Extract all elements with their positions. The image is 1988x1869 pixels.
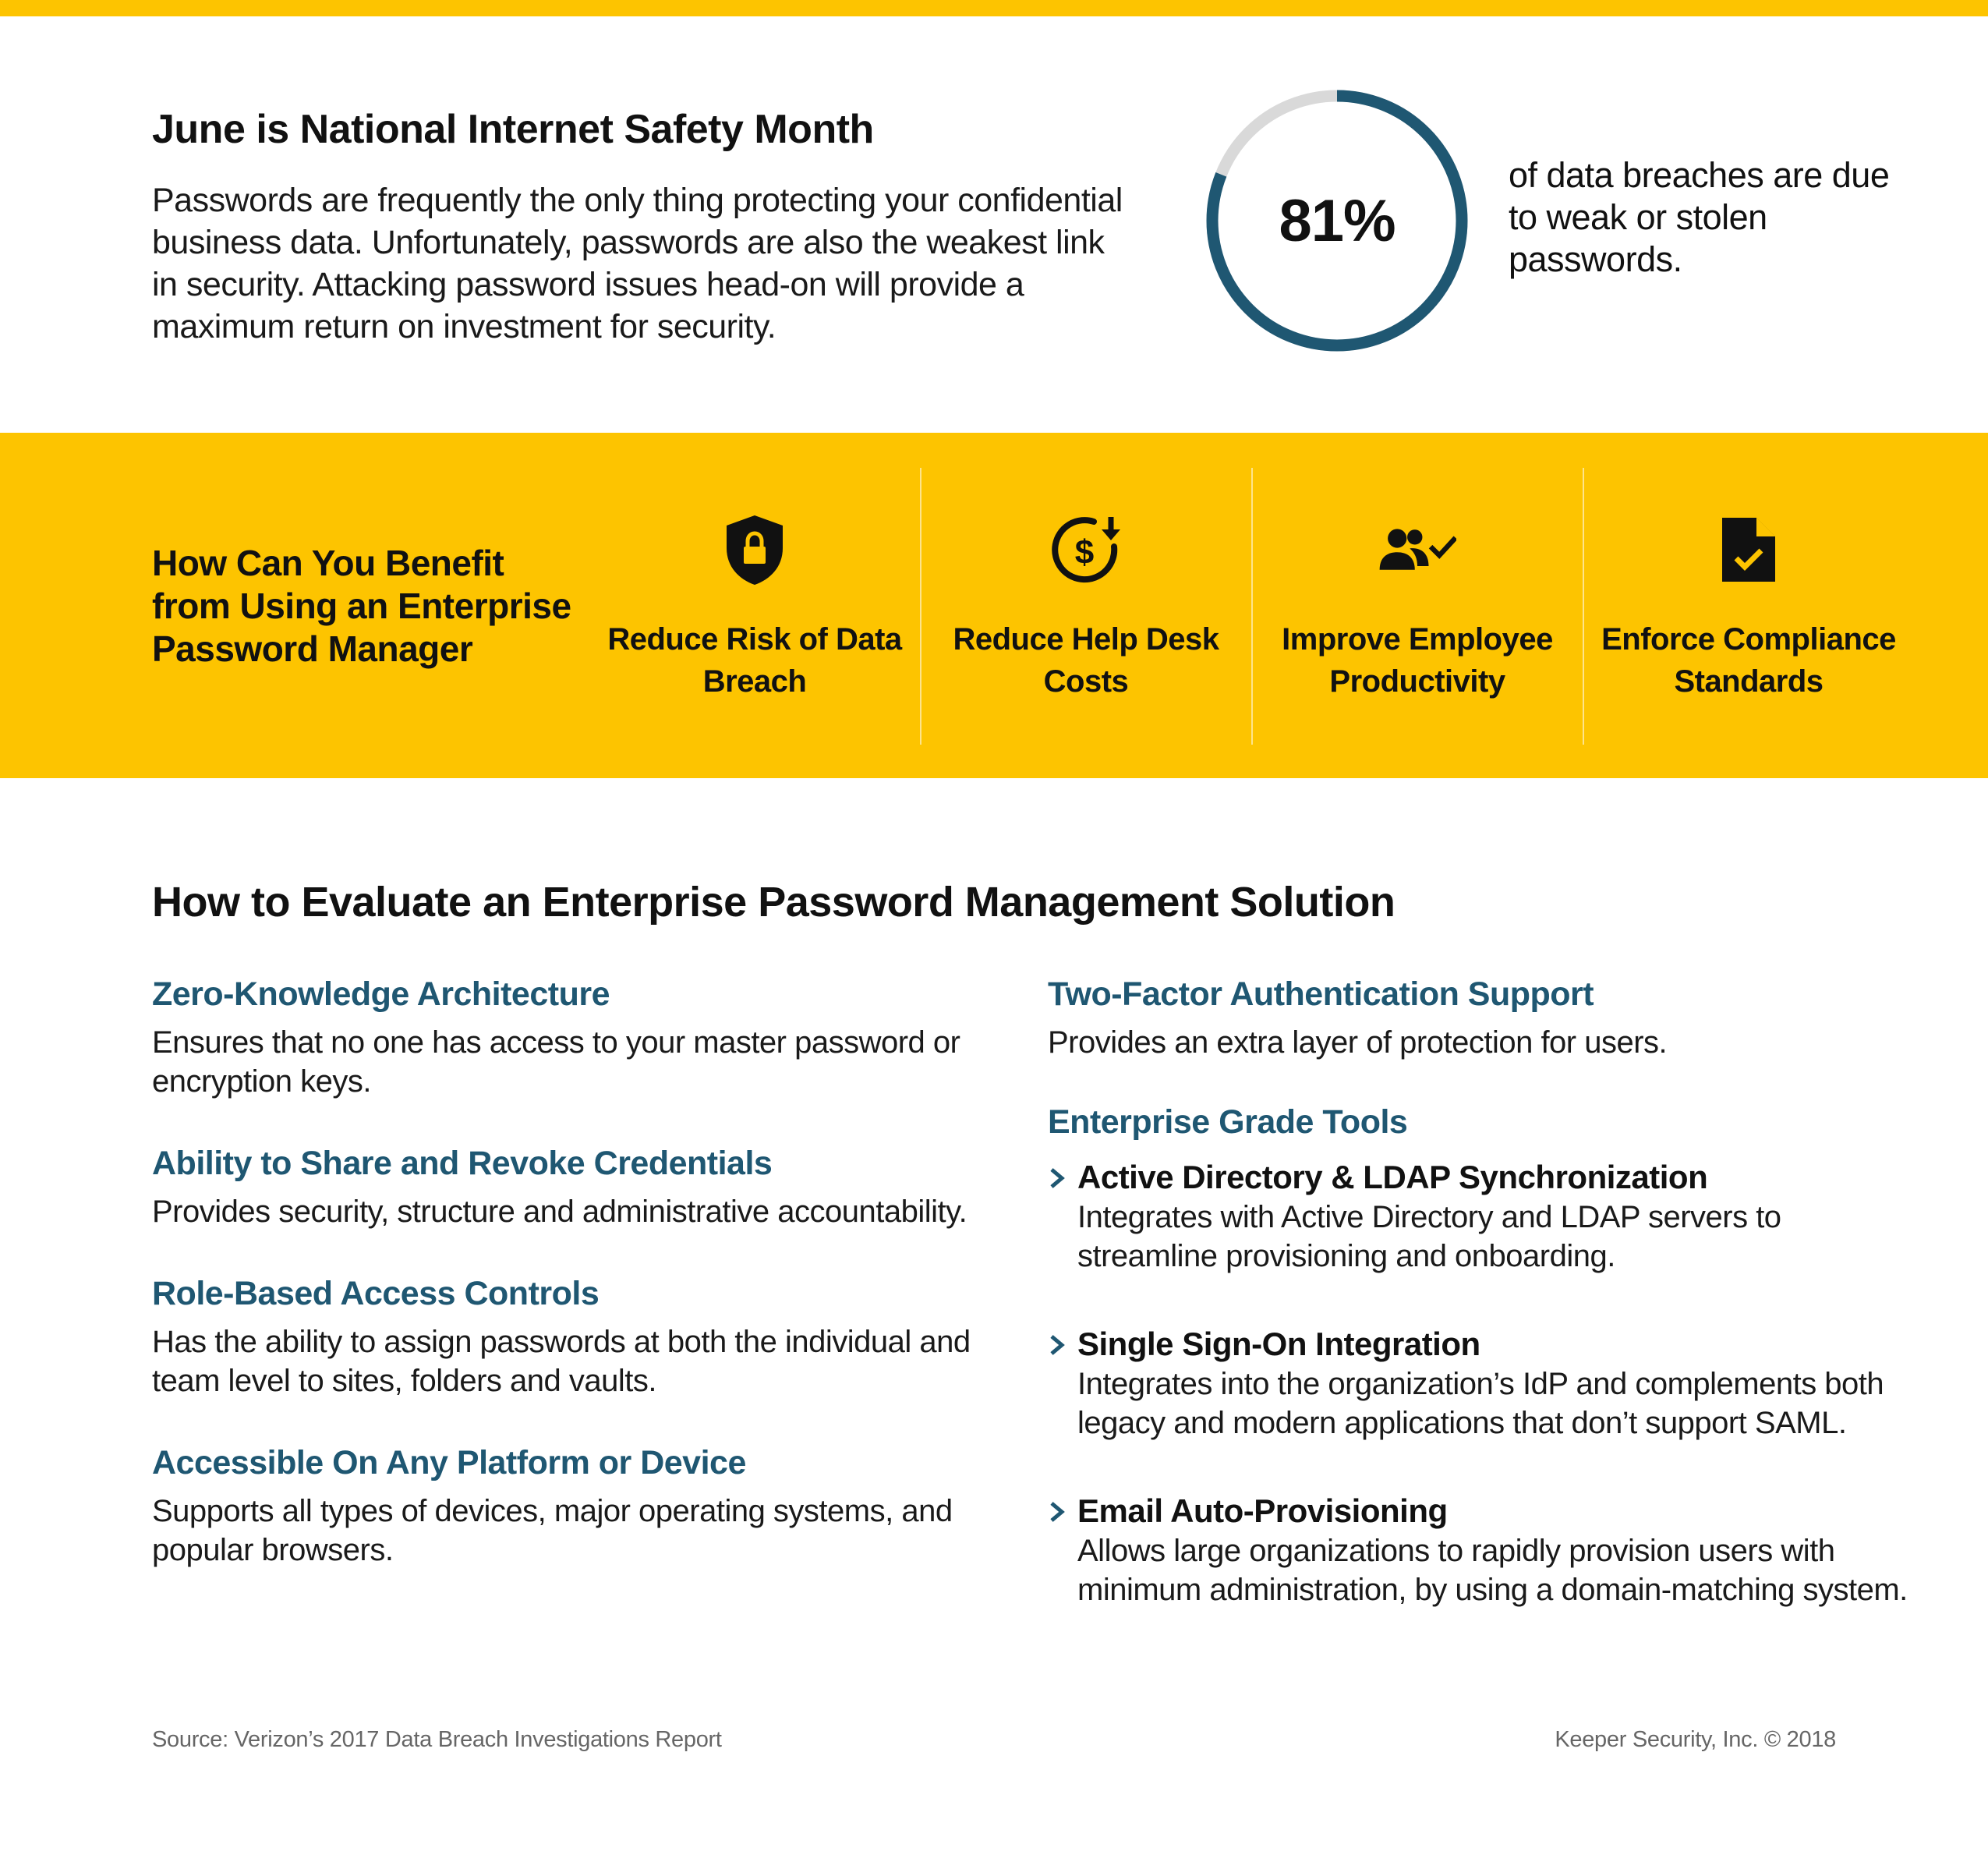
feature-zero-knowledge [152,973,1010,1101]
feature-desc: Provides security, structure and administrative accountability. [152,1195,967,1229]
tool-ad-ldap [1048,1157,1913,1276]
tool-desc: Integrates with Active Directory and LDAP servers to streamline provisioning and onboarding. [1077,1200,1781,1273]
feature-share-revoke [152,1142,1010,1231]
benefit-label: Reduce Help Desk Costs [953,622,1219,699]
benefits-band [0,433,1988,778]
tool-sso [1048,1324,1913,1442]
benefit-label: Reduce Risk of Data Breach [607,622,902,699]
stat-value: 81% [1279,187,1395,254]
tools-title: Enterprise Grade Tools [1048,1103,1408,1141]
tool-title: Email Auto-Provisioning [1077,1492,1448,1529]
benefit-compliance [1583,433,1914,778]
benefit-reduce-risk [589,433,920,778]
tool-email-provisioning [1048,1491,1913,1609]
chevron-right-icon [1048,1500,1067,1524]
users-check-icon [1378,511,1456,589]
feature-desc: Provides an extra layer of protection for users. [1048,1025,1668,1060]
feature-two-factor [1048,973,1913,1062]
tool-title: Active Directory & LDAP Synchronization [1077,1159,1708,1195]
feature-title: Zero-Knowledge Architecture [152,975,610,1013]
document-check-icon [1710,511,1788,589]
feature-title: Ability to Share and Revoke Credentials [152,1145,773,1182]
feature-desc: Ensures that no one has access to your master password or encryption keys. [152,1025,960,1099]
copyright: Keeper Security, Inc. © 2018 [1555,1727,1836,1752]
benefit-label: Improve Employee Productivity [1282,622,1553,699]
shield-lock-icon [716,511,794,589]
benefit-help-desk [921,433,1251,778]
top-accent-bar [0,0,1988,16]
tool-desc: Allows large organizations to rapidly provision users with minimum administration, by using a domain-matching system. [1077,1534,1908,1607]
stat-text: of data breaches are due to weak or stolen passwords. [1509,155,1890,279]
source-note: Source: Verizon’s 2017 Data Breach Investigations Report [152,1727,722,1752]
evaluate-title: How to Evaluate an Enterprise Password Management Solution [152,879,1395,926]
feature-title: Role-Based Access Controls [152,1275,600,1312]
benefit-label: Enforce Compliance Standards [1601,622,1896,699]
benefits-heading: How Can You Benefit from Using an Enterprise Password Manager [152,543,571,669]
feature-desc: Has the ability to assign passwords at both the individual and team level to sites, folders and vaults. [152,1325,971,1398]
tool-desc: Integrates into the organization’s IdP and complements both legacy and modern applications that don’t support SAML. [1077,1367,1884,1440]
feature-title: Accessible On Any Platform or Device [152,1444,746,1481]
tool-title: Single Sign-On Integration [1077,1326,1480,1362]
feature-role-based [152,1273,1010,1400]
svg-text:$: $ [1074,533,1095,572]
feature-title: Two-Factor Authentication Support [1048,975,1594,1013]
feature-desc: Supports all types of devices, major operating systems, and popular browsers. [152,1494,953,1567]
feature-any-platform [152,1442,1010,1570]
benefit-productivity [1252,433,1583,778]
chevron-right-icon [1048,1166,1067,1190]
evaluate-right-column [1048,973,1913,1658]
intro-body: Passwords are frequently the only thing protecting your confidential business data. Unfortunately, passwords are also the weakest link in security. Attacking password issues head-on will provide a maximum return on investment for security. [152,182,1123,345]
intro-title: June is National Internet Safety Month [152,107,874,152]
evaluate-left-column [152,973,1010,1611]
dollar-down-icon [1047,511,1125,589]
chevron-right-icon [1048,1333,1067,1357]
